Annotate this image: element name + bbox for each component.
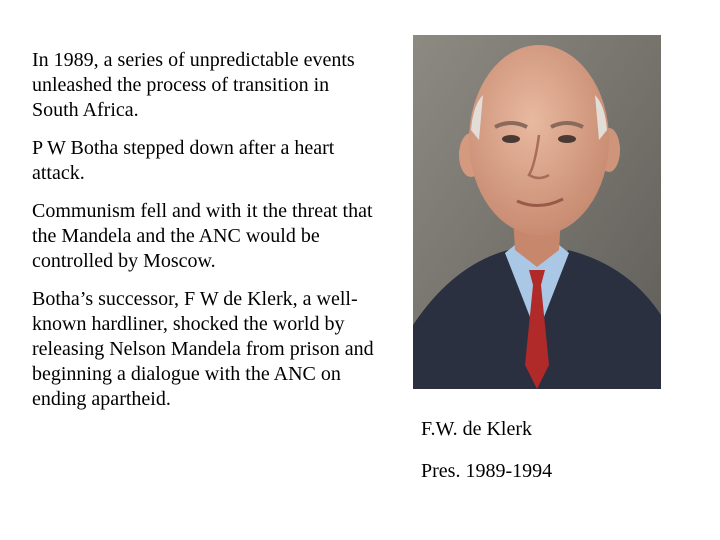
portrait-photo [413,35,661,389]
paragraph-communism-fell: Communism fell and with it the threat that the Mandela and the ANC would be controlled by Moscow. [32,200,373,272]
paragraph-de-klerk: Botha’s successor, F W de Klerk, a well-known hardliner, shocked the world by releasing Nelson Mandela from prison and beginning a dialogue with the ANC on ending apartheid. [32,288,374,410]
paragraph-1989-events: In 1989, a series of unpredictable events unleashed the process of transition in South Africa. [32,49,355,121]
photo-caption-term: Pres. 1989-1994 [421,460,553,482]
portrait-illustration [413,35,661,389]
body-text [32,48,380,425]
photo-caption-name: F.W. de Klerk [421,418,532,440]
paragraph-botha-resigns: P W Botha stepped down after a heart attack. [32,137,335,184]
